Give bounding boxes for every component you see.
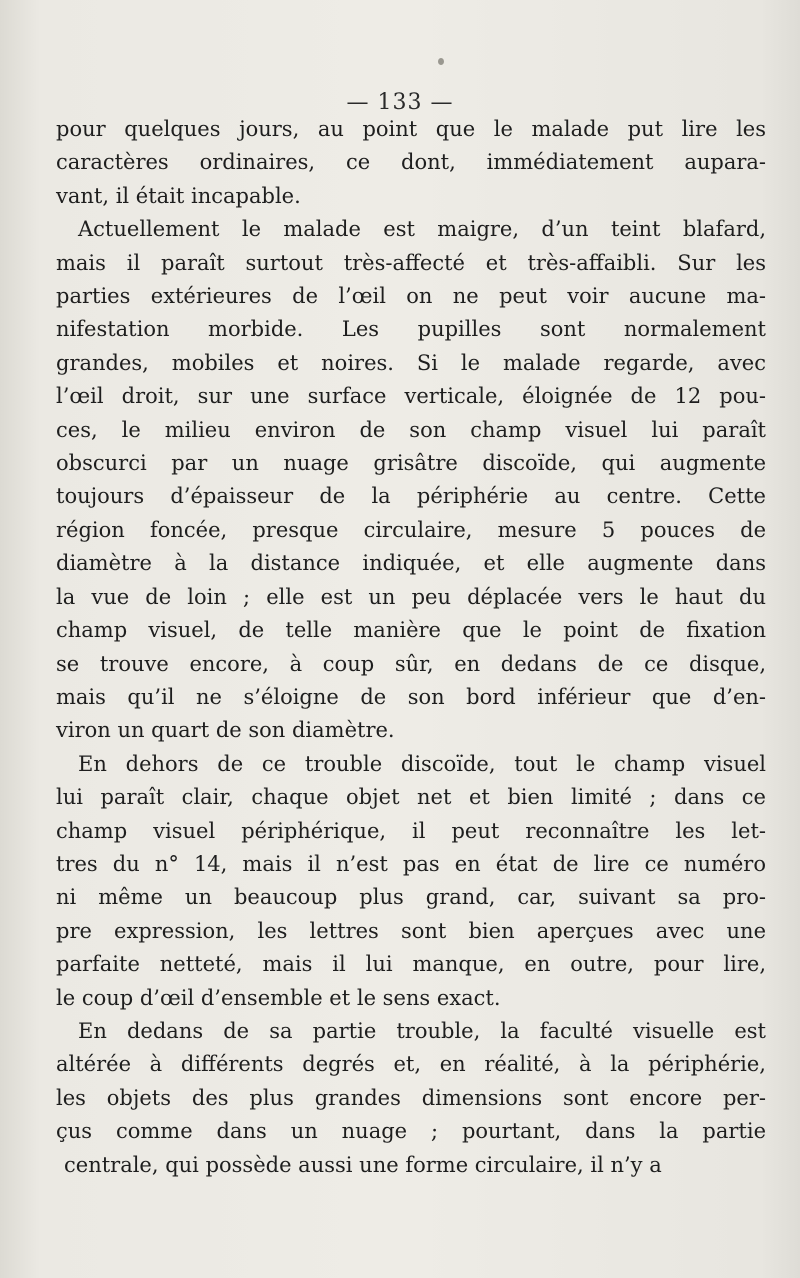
text-line: le coup d’œil d’ensemble et le sens exact. — [56, 985, 501, 1010]
text-line: pour quelques jours, au point que le malade put lire les — [56, 117, 766, 141]
text-line: ces, le milieu environ de son champ visuel lui paraît — [56, 417, 766, 442]
text-line: toujours d’épaisseur de la périphérie au centre. Cette — [56, 484, 766, 509]
paragraph-4 — [56, 1015, 766, 1182]
text-line: tres du n° 14, mais il n’est pas en état de lire ce numéro — [56, 851, 766, 876]
text-line: çus comme dans un nuage ; pourtant, dans la partie — [56, 1119, 766, 1144]
text-line: nifestation morbide. Les pupilles sont normalement — [56, 317, 766, 342]
page-number: — 133 — — [346, 90, 454, 115]
text-line: pre expression, les lettres sont bien aperçues avec une — [56, 918, 766, 943]
text-line: centrale, qui possède aussi une forme circulaire, il n’y a — [64, 1152, 662, 1177]
paragraph-3 — [56, 748, 766, 1015]
paragraph-2 — [56, 213, 766, 748]
paragraph-1 — [56, 113, 766, 213]
text-line: champ visuel, de telle manière que le point de fixation — [56, 618, 766, 643]
text-line: En dedans de sa partie trouble, la faculté visuelle est — [78, 1018, 766, 1043]
text-line: viron un quart de son diamètre. — [56, 718, 395, 743]
text-line: grandes, mobiles et noires. Si le malade regarde, avec — [56, 350, 766, 375]
text-line: vant, il était incapable. — [56, 183, 301, 208]
text-line: les objets des plus grandes dimensions sont encore per- — [56, 1085, 766, 1110]
text-line: champ visuel périphérique, il peut reconnaître les let- — [56, 818, 766, 843]
print-speck — [438, 58, 444, 65]
text-line: lui paraît clair, chaque objet net et bien limité ; dans ce — [56, 785, 766, 810]
text-line: diamètre à la distance indiquée, et elle augmente dans — [56, 551, 766, 576]
text-line: altérée à différents degrés et, en réalité, à la périphérie, — [56, 1052, 766, 1077]
text-line: parfaite netteté, mais il lui manque, en outre, pour lire, — [56, 952, 766, 977]
text-line: parties extérieures de l’œil on ne peut voir aucune ma- — [56, 284, 766, 309]
text-line: la vue de loin ; elle est un peu déplacée vers le haut du — [56, 584, 766, 609]
text-line: mais il paraît surtout très-affecté et très-affaibli. Sur les — [56, 250, 766, 275]
text-line: obscurci par un nuage grisâtre discoïde, qui augmente — [56, 451, 766, 476]
text-line: l’œil droit, sur une surface verticale, éloignée de 12 pou- — [56, 384, 766, 409]
text-line: ni même un beaucoup plus grand, car, suivant sa pro- — [56, 885, 766, 910]
text-line: région foncée, presque circulaire, mesure 5 pouces de — [56, 517, 766, 542]
text-line: mais qu’il ne s’éloigne de son bord inférieur que d’en- — [56, 684, 766, 709]
text-line: Actuellement le malade est maigre, d’un teint blafard, — [78, 217, 766, 242]
text-line: caractères ordinaires, ce dont, immédiatement aupara- — [56, 150, 766, 175]
text-line: En dehors de ce trouble discoïde, tout le champ visuel — [78, 751, 766, 776]
text-line: se trouve encore, à coup sûr, en dedans de ce disque, — [56, 651, 766, 676]
body-text — [56, 113, 766, 1182]
